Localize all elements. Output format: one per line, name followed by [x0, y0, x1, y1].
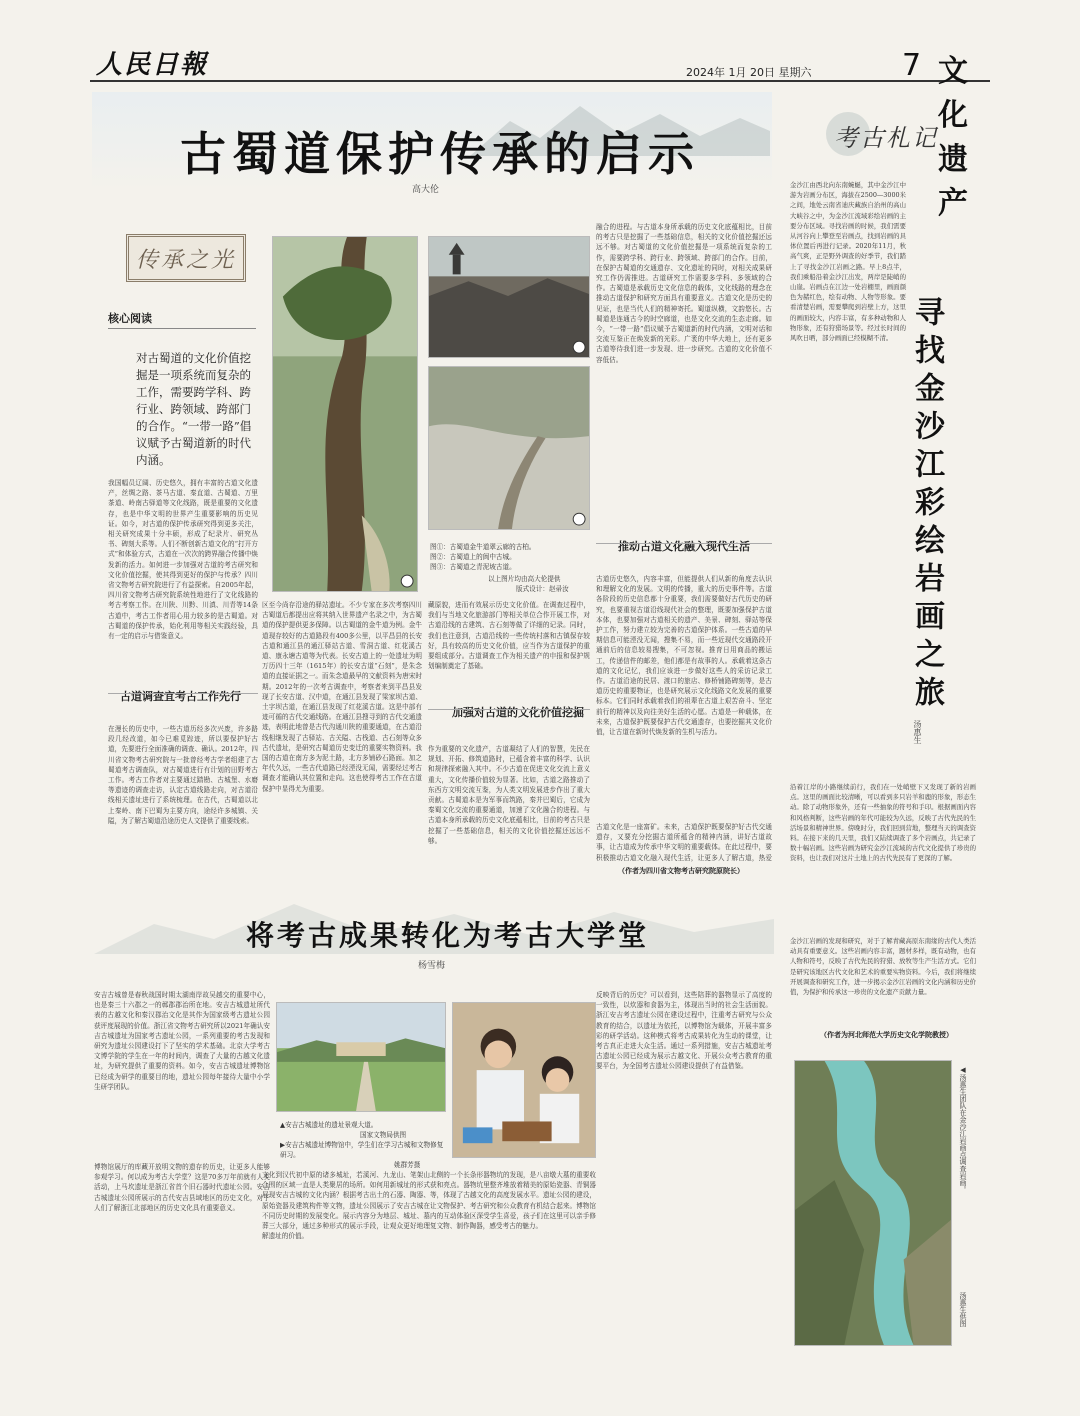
article3-author: 汤惠生 [913, 720, 922, 744]
issue-date: 2024年 1月 20日 星期六 [686, 66, 812, 79]
article3-photo-caption: ◀汤惠生团队在金沙江岩画点调查岩画。 [959, 1066, 967, 1193]
article1-subhead2: 加强对古道的文化价值挖掘 [452, 706, 584, 719]
photo-caption-2: 图②：古蜀道上的阆中古城。 [430, 553, 516, 561]
article2-caption-1-credit: 国家文物局供图 [360, 1131, 407, 1139]
article2-caption-1: ▲安吉古城遗址的遗址景观大道。 [280, 1121, 378, 1129]
article2-title: 将考古成果转化为考古大学堂 [246, 919, 650, 952]
article1-subhead1: 古道调查宜考古工作先行 [120, 690, 241, 703]
article3-column1: 金沙江由西北向东南蜿蜒，其中金沙江中游为岩画分布区，海拔在2500—3000米之间，地处云南省迪庆藏族自治州的高山大峡谷之中，为金沙江流域彩绘岩画的主要分布区域。寻找岩画的时候，我们需要从河谷向上攀登至岩画点，找到岩画的具体位置后再进行记录。2020年11月，秋高气爽，正是野外调查的好季节，我们踏上了寻找金沙江岩画之路。早上8点半，我们乘船沿着金沙江出发，两岸是陡峭的山崖。岩画点在江边一处岩棚里，画面颜色为赭红色，绘有动物、人物等形象。要看清楚岩画，需要攀爬到岩壁上方，这里的画面较大，内容丰富，有多种动物和人物形象，还有狩猎场景等。经过长时间的风吹日晒，部分画面已经模糊不清。 [790, 181, 906, 343]
archaeology-notes-badge [826, 112, 966, 156]
article2-column1b: 博物馆展厅的库藏开放明文物的遗存的历史，让更多人能够参观学习。何以成为考古大学堂？这是70多万年前就有人类活动，上马坎遗址是浙江省首个旧石器时代遗址公园。安吉古城遗址公园所展示的古代安吉县域地区的历史文化，对于人们了解浙江北部地区的历史文化具有重要意义。 [94, 1163, 270, 1212]
article1-title: 古蜀道保护传承的启示 [180, 127, 700, 181]
article2-column2: 文化到汉代初中原的诸多城址，若溪河、九龙山、笔架山合围的区域一直是人类聚居的场所。如何用新城址的形式展现安吉古城的文化内涵？根据考古出土的石器、陶器、原始瓷器及建筑构件等文物，遗址公园展示了安吉古城在不同历史时期的发展变化。展示内容分为地层、城址、墓葬三大部分，通过多种形式的展示手段，让观众更好地理解遗址的价值。 [262, 1171, 430, 1241]
core-reading-text: 对古蜀道的文化价值挖掘是一项系统而复杂的工作，需要跨学科、跨行业、跨领域、跨部门的合作。“一带一路”倡议赋予古蜀道新的时代内涵。 [136, 351, 252, 467]
core-reading-label: 核心阅读 [108, 312, 152, 325]
photo-credit: 以上图片均由高大伦提供 [488, 575, 561, 583]
article2-column3: 北侧的一个长条形器物坑的发现，是八亩墩大墓的重要收获和亮点。器物坑里整齐堆放着精美的原始瓷器、青铜器等，体现了古越文化的高度发展水平。遗址公园的建设，让文物保护、考古研究和公众教育有机结合起来。博物馆内的互动体验区深受学生喜爱，孩子们在这里可以亲手修复文物、制作陶器，感受考古的魅力。 [430, 1171, 596, 1231]
anji-site-photo [276, 1002, 446, 1112]
article1-column4c: 古道文化是一座富矿。未来，古道保护既要保护好古代交通遗存，又要充分挖掘古道所蕴含的精神内涵，讲好古道故事，让古道成为传承中华文明的重要载体。在此过程中，要积极推动古道文化融入现代生活，让更多人了解古道，热爱 [596, 823, 772, 862]
article1-column3b: 作为重要的文化遗产，古道凝结了人们的智慧，先民在规划、开拓、修筑道路时，已蕴含着丰富的科学、认识和规律探索融入其中。不少古道在促进文化交流上意义重大，文化传播价值较为显著。比如，古道之路推动了东西方文明交流互鉴，为人类文明发展进步作出了重大贡献。古蜀道本是为军事而筑路，秦并巴蜀后，它成为秦蜀文化交流的重要通道，加速了文化融合的进程。与古道本身所承载的历史文化底蕴相比，目前的考古只是挖掘了一些基础信息，相关的文化价值挖掘还远远不够。 [428, 745, 590, 845]
divider [108, 328, 256, 329]
article1-column1: 我国幅员辽阔、历史悠久，拥有丰富的古道文化遗产，丝绸之路、茶马古道、秦直道、古蜀道、万里茶道、岭南古驿道等文化线路，既是重要的文化遗存，也是中华文明的世界产生重要影响的历史见证。如今，对古道的保护传承研究得到更多关注，相关研究成果十分丰硕，形成了纪录片、研究丛书、碑刻大系等。人们不断创新古道文化的“打开方式”和体验方式，古道在一次次的跨界融合传播中焕发新的活力。如何进一步加强对古道的考古研究和文化价值挖掘，使其得到更好的保护与传承？四川省文物考古研究院进行了有益探索。自2005年起，四川省文物考古研究院系统性地进行了文化线路的考古考察工作。在川陕、川黔、川滇、川青等14条古道中，考古工作者用心用力较多的是古蜀道。对古蜀道的保护传承，始化利用等相关实践经验，具有一定的启示与借鉴意义。 [108, 479, 258, 641]
photo-caption-3: 图③：古蜀道之青泥坡古道。 [430, 563, 516, 571]
article1-subhead3: 推动古道文化融入现代生活 [618, 540, 750, 553]
article2-column1: 安吉古城曾是春秋战国时期太湖南岸故吴越交的重要中心，也是秦三十六郡之一的鄣郡郡治所在地。安吉古城遗址所代表的古越文化和秦汉郡治文化是其作为国家级考古遗址公园获评度展现的价值。浙江省文物考古研究所以2021年确认安吉古城遗址为国家考古遗址公园，一系列重要的考古发现和研究为遗址公园建设打下了坚实的学术基础。北京大学考古文博学院的学生在一年的时间内，调查了大量的古越文化遗址，为研究提供了重要的资料。如今，安吉古城遗址博物馆已经成为研学的重要目的地，遗址公园每年接待大量中小学生研学团队。 [94, 991, 270, 1091]
langzhong-town-photo [428, 236, 590, 358]
article1-column3: 藏原貌，进而有效展示历史文化价值。在调查过程中，我们与当地文化旅游部门等相关单位合作开展工作，对古道沿线的古建筑、古石刻等做了详细的记录。同时，我们也注意到，古道沿线的一些传统村落和古镇保存较好，具有较高的历史文化价值，应当作为古道保护的重要组成部分。古道调查工作为相关遗产的申报和保护规划编制奠定了基础。 [428, 601, 590, 670]
article2-caption-2-credit: 姚群芳摄 [394, 1161, 421, 1169]
column-tag [126, 234, 246, 282]
page-number: 7 [902, 48, 922, 83]
ancient-cypress-photo [272, 236, 418, 592]
article2-author: 杨雪梅 [418, 961, 446, 971]
photo-caption-1: 图①：古蜀道金牛道翠云廊的古柏。 [430, 543, 536, 551]
divider [428, 692, 590, 710]
article1-column2: 区至今尚存沿途的驿站遗址。不少专家在多次考察四川古蜀道后都提出应将其纳入世界遗产名录之中，为古蜀道的保护提供更多保障。以古蜀道的金牛道为例。金牛道现存较好的古道路段有400多公里，以平昌县的长安古道和通江县的通江驿站古道、雪洞古道、红花溪古道、康永塘古道等为代表。长安古道上的一处遗址为明万历四十三年（1615年）的长安古道“石刻”，是朱念道的直接证据之一。而朱念道最早的文献资料为唐宋时期。2012年的一次考古调查中，考察者来到平昌县发现了长安古道、汉中道，在通江县发现了梁家坝古道、土字坝古道，在通江县发现了红花溪古道。这是中部有迹可循的古代交通线路。在通江县搜寻到的古代交通遗迹，表明此地曾是古代沟通川陕的重要通道，在古道沿线相继发现了古驿站、古关隘、古栈道、古石刻等众多古代遗址，是研究古蜀道历史变迁的重要实物资料。我国的古道在南方多为泥土路，北方多铺砂石路面。加之年代久远，一些古代道路已经湮没无闻，需要经过考古调查才能确认其位置和走向。这也使得考古工作在古道保护中显得尤为重要。 [262, 601, 422, 793]
qingni-slope-road-photo [428, 366, 590, 530]
article3-photo-credit: 汤惠生供图 [959, 1292, 967, 1327]
section-title: 文化遗产 [938, 54, 972, 221]
newspaper-logo: 人民日報 [96, 50, 209, 80]
divider [596, 526, 772, 544]
badge-label: 考古札记 [834, 124, 938, 152]
jinsha-river-photo [794, 1060, 952, 1346]
article2-caption-2: ▶安吉古城遗址博物馆中，学生们在学习古城和文物修复研习。 [280, 1141, 444, 1159]
article1-column4b: 古道历史悠久，内容丰富，但能提供人们从新的角度去认识和理解文化的发展。文明的传播，重大的历史事件等。古道各阶段的历史信息都十分重要，我们需要做好古代历史的研究，也要重视古道沿线现代社会的整理，既要加强保护古道本体，也要加强对古道相关的遗产、美景、碑刻、驿站等保护工作，努力建立较为完善的古道保护体系。一些古道的早期信息可能湮没无闻，搜集不易，而一些近现代交通路段开通前后的信息较易搜集，不可忽视。推育日用商品的搬运工，传递信件的邮差，他们都是有故事的人。承载着这条古道的文化记忆，我们应该进一步做好这些人的采访记录工作。古道沿途的民居、渡口的旅店、修桥铺路碑刻等，是古道历史的重要物证，也是研究展示文化线路文化发展的重要标本。它们同时承载着我们的祖辈在古道上艰苦奋斗、坚定前行的精神以及向往美好生活的心愿。古道是一种载体，在未来，古道保护既要保护古代交通遗存，也要挖掘其文化价值，让古道在新时代焕发新的生机与活力。 [596, 575, 772, 737]
article2-column4: 反映背后的历史？可以看到，这些陪葬的器物显示了高度的一致性，以炊器和食器为主，体现出当时的社会生活面貌。浙江安吉考古遗址公园在建设过程中，注重考古研究与公众教育的结合，以遗址为依托，以博物馆为载体，开展丰富多彩的研学活动。这种模式将考古成果转化为生动的课堂，让考古真正走进大众生活。通过一系列措施，安吉古城遗址考古遗址公园已经成为展示古越文化、开展公众考古教育的重要平台，为全国考古遗址公园建设提供了有益借鉴。 [596, 991, 772, 1071]
layout-credit: 版式设计：赵帚汝 [516, 585, 569, 593]
article3-title: 寻找金沙江彩绘岩画之旅 [909, 296, 944, 714]
article1-column1b: 在漫长的历史中，一些古道历经多次兴废，许多路段几经改道，如今已难觅踪迹，所以要保护好古道，先要进行全面准确的调查、确认。2012年，四川省文物考古研究院与一批曾经考古学者组建了古蜀道考古调查队，对古蜀道进行有计划的田野考古工作。考古工作者对主要通过踏勘、古城堡、水磨等遗迹的调查走访，认定古道线路走向，对古道沿线相关遗址进行了系统梳理。在古代，古蜀道以北上秦岭、南下巴蜀为主要方向，途经许多城镇、关隘，为了解古蜀道沿途历史人文提供了重要线索。 [108, 725, 258, 825]
article3-column3: 金沙江岩画的发现和研究，对于了解青藏高原东南缘的古代人类活动具有重要意义。这些岩画内容丰富，题材多样，既有动物，也有人物和符号，反映了古代先民的狩猎、放牧等生产生活方式。它们是研究该地区古代文化和艺术的重要实物资料。今后，我们将继续开展调查和研究工作，进一步揭示金沙江岩画的文化内涵和历史价值，为保护和传承这一珍贵的文化遗产贡献力量。 [790, 937, 976, 997]
column-tag-label: 传承之光 [135, 247, 236, 273]
article1-author: 高大伦 [412, 185, 440, 195]
students-restoring-relics-photo [452, 1002, 596, 1158]
article1-column4: 融合的进程。与古道本身所承载的历史文化底蕴相比，目前的考古只是挖掘了一些基础信息，相关的文化价值挖掘还远远不够。对古蜀道的文化价值挖掘是一项系统而复杂的工作，需要跨学科、跨行业、跨领域、跨部门的合作。目前，在保护古蜀道的交通遗存、文化遗址的同时，对相关成果研究工作仍需推进。古道研究工作需要多学科、多领域的合作。古蜀道是承载历史文化信息的载体，文化线路的理念在推动古道保护和研究方面具有重要意义。古道文化是历史的见证，也是当代人们的精神寄托。蜀道纵横，文韵悠长。古蜀道是连通古今的时空廊道，也是文化交流的生态走廊。如今，“一带一路”倡议赋予古蜀道新的时代内涵，文明对话和交流互鉴正在焕发新的光彩。广袤的中华大地上，还有更多古道等待我们进一步发现、进一步研究。古道的文化价值不容低估。 [596, 223, 772, 364]
article3-footnote: （作者为河北师范大学历史文化学院教授） [820, 1030, 953, 1039]
divider [108, 676, 258, 694]
article1-footnote: （作者为四川省文物考古研究院原院长） [618, 866, 744, 875]
article3-column2: 沿着江岸的小路继续前行，我们在一处峭壁下又发现了新的岩画点。这里的画面比较清晰，可以看到多只岩羊和鹿的形象，形态生动。除了动物形象外，还有一些抽象的符号和手印。根据画面内容和风格判断，这些岩画的年代可能较为久远，反映了古代先民的生活场景和精神世界。傍晚时分，我们回到营地，整理当天的调查资料。在接下来的几天里，我们又陆续调查了多个岩画点，共记录了数十幅岩画。这些岩画为研究金沙江流域的古代文化提供了珍贵的资料，也让我们对这片土地上的古代先民有了更深的了解。 [790, 783, 976, 863]
